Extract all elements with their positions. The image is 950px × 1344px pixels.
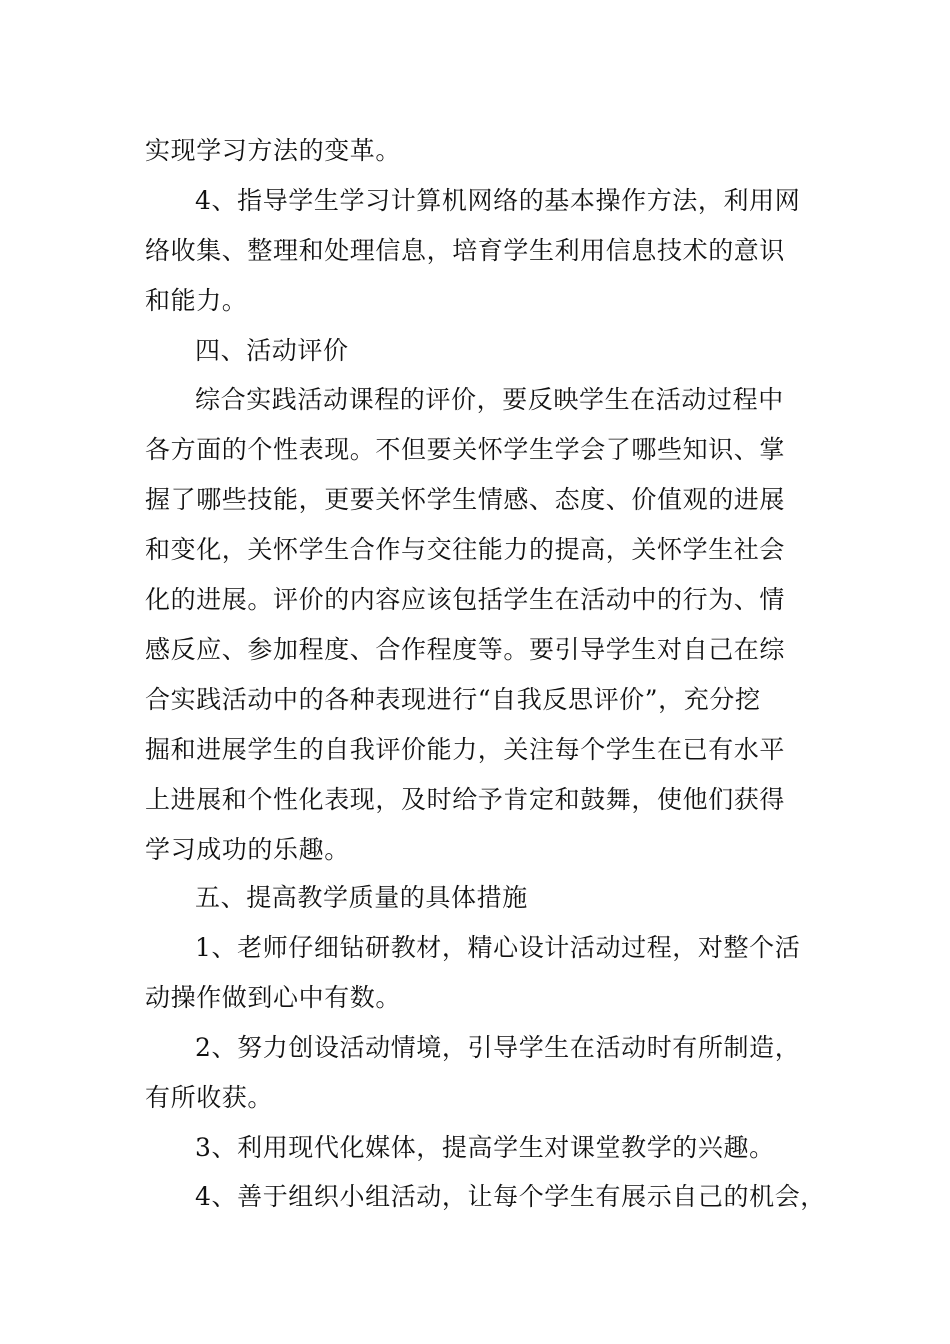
text-line: 握了哪些技能，更要关怀学生情感、态度、价值观的进展	[145, 485, 786, 514]
section-heading-measures: 五、提高教学质量的具体措施	[195, 883, 528, 912]
text-line: 各方面的个性表现。不但要关怀学生学会了哪些知识、掌	[145, 435, 786, 464]
text-line: 络收集、整理和处理信息，培育学生利用信息技术的意识	[145, 236, 786, 265]
text-line-item-1-start: 1、老师仔细钻研教材，精心设计活动过程，对整个活	[195, 933, 801, 962]
text-line-paragraph-start: 综合实践活动课程的评价，要反映学生在活动过程中	[195, 385, 784, 414]
text-line: 学习成功的乐趣。	[145, 835, 350, 864]
text-line: 合实践活动中的各种表现进行“自我反思评价”，充分挖	[145, 685, 761, 714]
text-line: 掘和进展学生的自我评价能力，关注每个学生在已有水平	[145, 735, 786, 764]
text-line: 上进展和个性化表现，及时给予肯定和鼓舞，使他们获得	[145, 785, 786, 814]
text-line: 化的进展。评价的内容应该包括学生在活动中的行为、情	[145, 585, 786, 614]
text-line: 动操作做到心中有数。	[145, 983, 402, 1012]
text-line: 和能力。	[145, 286, 248, 315]
text-line-item-4-start: 4、指导学生学习计算机网络的基本操作方法，利用网	[195, 186, 801, 215]
text-line-item-2-start: 2、努力创设活动情境，引导学生在活动时有所制造，	[195, 1033, 801, 1062]
text-line: 有所收获。	[145, 1083, 274, 1112]
text-line-continuation: 实现学习方法的变革。	[145, 136, 402, 165]
text-line-item-4: 4、善于组织小组活动，让每个学生有展示自己的机会，	[195, 1182, 826, 1211]
text-line: 感反应、参加程度、合作程度等。要引导学生对自己在综	[145, 635, 786, 664]
section-heading-evaluation: 四、活动评价	[195, 336, 349, 365]
text-line: 和变化，关怀学生合作与交往能力的提高，关怀学生社会	[145, 535, 786, 564]
text-line-item-3: 3、利用现代化媒体，提高学生对课堂教学的兴趣。	[195, 1133, 775, 1162]
